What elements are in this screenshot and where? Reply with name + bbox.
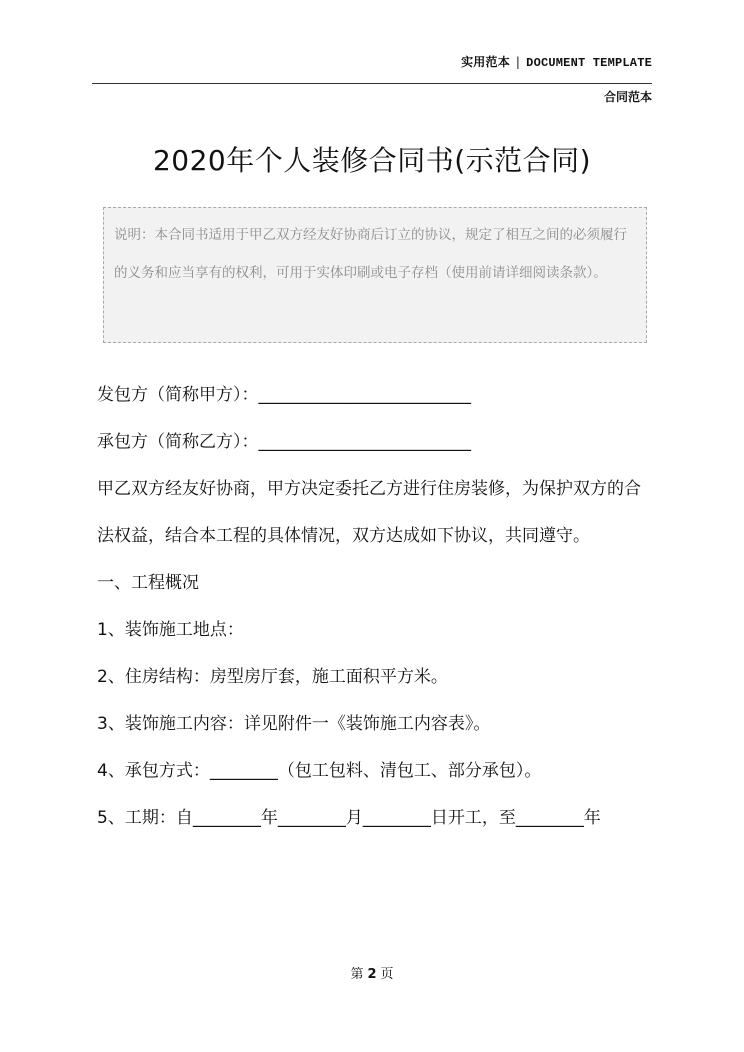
header-divider bbox=[92, 83, 652, 84]
clause-item: 2、住房结构：房型房厅套，施工面积平方米。 bbox=[97, 667, 448, 687]
clause-item: 4、承包方式：________（包工包料、清包工、部分承包）。 bbox=[97, 761, 542, 781]
header-separator: | bbox=[515, 55, 521, 69]
clause-item: 5、工期：自________年________月________日开工，至________年 bbox=[97, 808, 601, 828]
section-heading: 一、工程概况 bbox=[97, 573, 199, 593]
page-suffix: 页 bbox=[380, 967, 394, 982]
party-b-line: 承包方（简称乙方）：_________________________ bbox=[97, 432, 471, 452]
party-a-line: 发包方（简称甲方）：_________________________ bbox=[97, 385, 471, 405]
header-brand bbox=[461, 53, 652, 70]
clause-item: 1、装饰施工地点： bbox=[97, 620, 244, 640]
document-body bbox=[97, 372, 657, 842]
header-brand-cn: 实用范本 bbox=[461, 55, 510, 69]
clause-item: 3、装饰施工内容：详见附件一《装饰施工内容表》。 bbox=[97, 714, 491, 734]
page-number bbox=[0, 963, 744, 982]
document-title: 2020年个人装修合同书(示范合同) bbox=[152, 144, 592, 177]
header-brand-en: DOCUMENT TEMPLATE bbox=[526, 56, 652, 70]
note-box bbox=[103, 207, 647, 343]
note-text: 说明：本合同书适用于甲乙双方经友好协商后订立的协议，规定了相互之间的必须履行的义务和应当享有的权利，可用于实体印刷或电子存档（使用前请详细阅读条款）。 bbox=[114, 227, 627, 281]
intro-paragraph: 甲乙双方经友好协商，甲方决定委托乙方进行住房装修，为保护双方的合法权益，结合本工程的具体情况，双方达成如下协议，共同遵守。 bbox=[97, 479, 641, 546]
page-number-value: 2 bbox=[367, 967, 377, 982]
header-subtitle: 合同范本 bbox=[603, 90, 652, 104]
page-prefix: 第 bbox=[350, 967, 364, 982]
